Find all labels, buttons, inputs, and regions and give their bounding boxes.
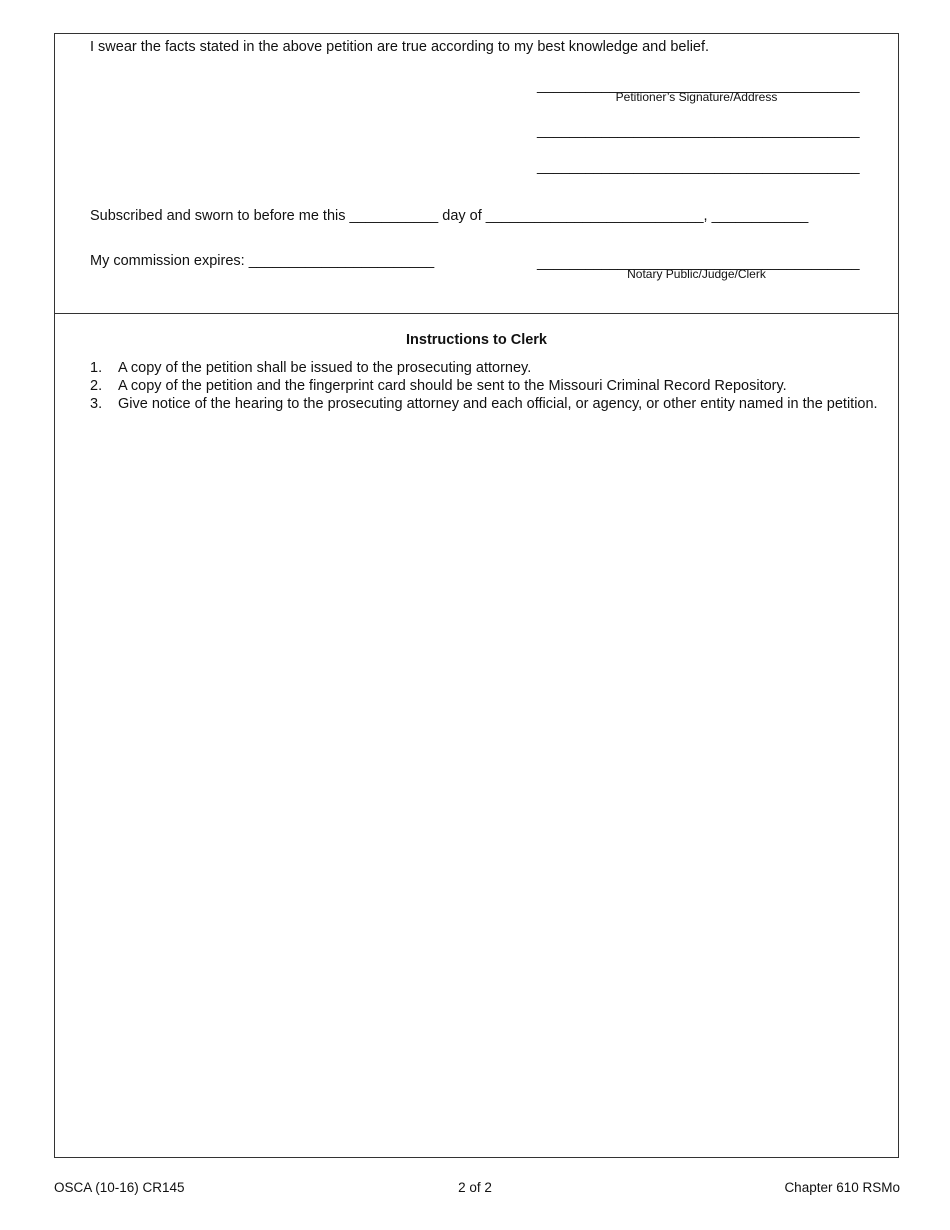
commission-expires-line[interactable]: My commission expires: _______________________: [90, 253, 435, 269]
oath-section: [55, 34, 898, 314]
oath-statement: I swear the facts stated in the above petition are true according to my best knowledge and belief.: [90, 39, 710, 55]
instruction-text: A copy of the petition and the fingerprint card should be sent to the Missouri Criminal Record Repository.: [118, 378, 787, 394]
notary-signature-line[interactable]: ________________________________________: [537, 255, 860, 271]
instruction-text: Give notice of the hearing to the prosecuting attorney and each official, or agency, or other entity named in the petition.: [118, 396, 878, 412]
instructions-list: [90, 359, 880, 413]
instructions-title: Instructions to Clerk: [406, 332, 547, 348]
notary-signature-caption: Notary Public/Judge/Clerk: [627, 267, 766, 281]
footer-page-number: 2 of 2: [458, 1180, 492, 1195]
petitioner-signature-caption: Petitioner’s Signature/Address: [615, 90, 778, 104]
form-box: [54, 33, 899, 1158]
footer-statute: Chapter 610 RSMo: [784, 1180, 900, 1195]
instruction-item: [90, 377, 880, 395]
footer-form-id: OSCA (10-16) CR145: [54, 1180, 185, 1195]
address-line-1[interactable]: ________________________________________: [537, 123, 860, 139]
notary-signature-block: [537, 255, 860, 281]
instruction-text: A copy of the petition shall be issued to the prosecuting attorney.: [118, 360, 532, 376]
instruction-number: 3.: [90, 396, 103, 412]
instruction-number: 2.: [90, 378, 103, 394]
instruction-item: [90, 395, 880, 413]
petitioner-signature-block: [537, 78, 860, 104]
address-line-2[interactable]: ________________________________________: [537, 159, 860, 175]
instruction-item: [90, 359, 880, 377]
subscribed-sworn-line[interactable]: Subscribed and sworn to before me this ___________ day of ___________________________, ____________: [90, 208, 809, 224]
petitioner-signature-line[interactable]: ________________________________________: [537, 78, 860, 94]
instruction-number: 1.: [90, 360, 103, 376]
